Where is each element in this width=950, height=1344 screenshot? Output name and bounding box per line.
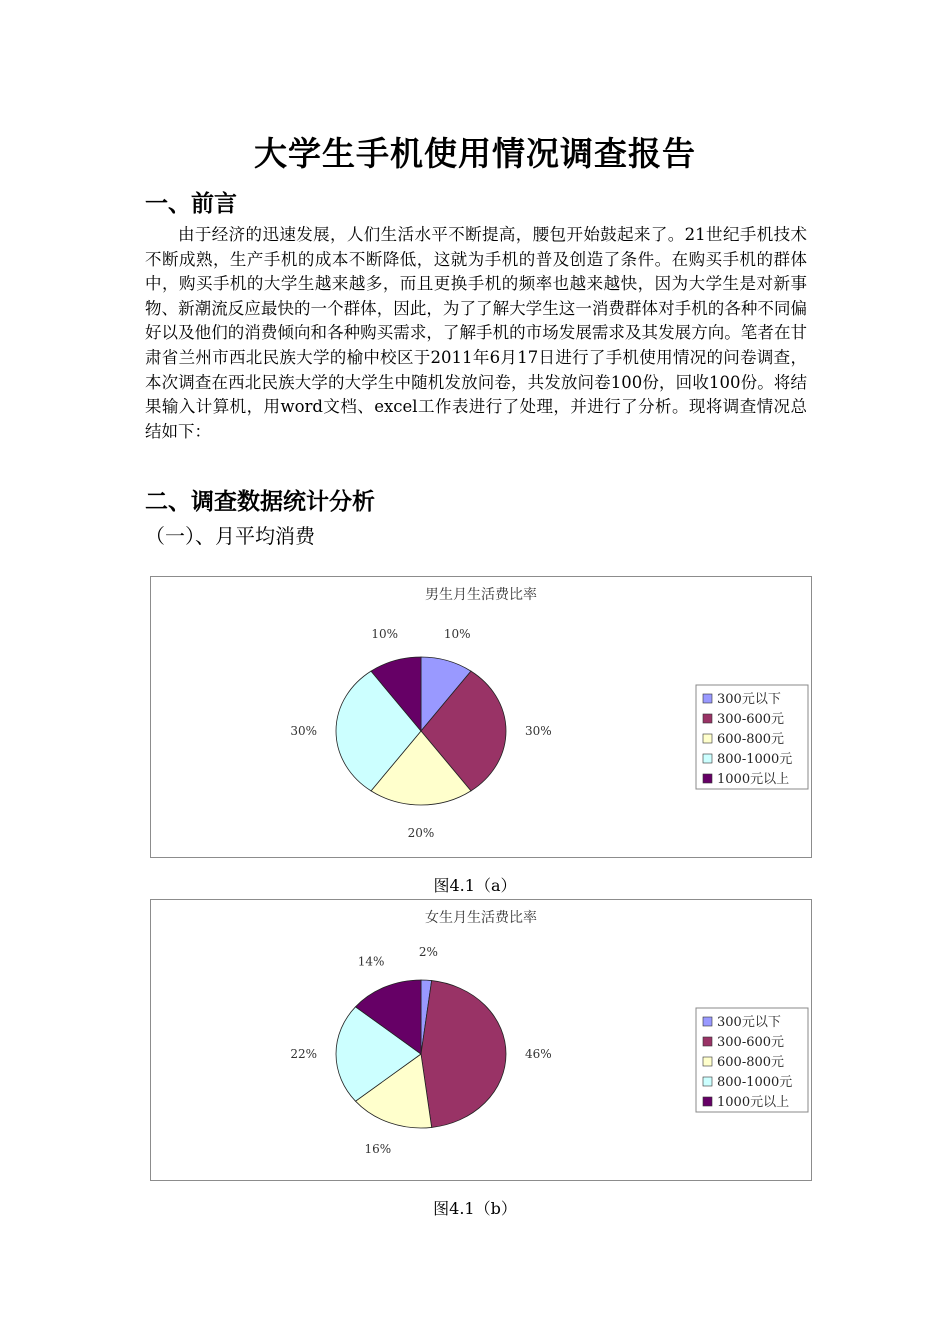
pie-data-label: 16% [364,1141,392,1156]
pie-data-label: 20% [407,826,435,841]
legend-entry: 300元以下 [717,692,781,707]
legend-entry: 300-600元 [717,1035,785,1050]
legend-swatch [703,1057,712,1066]
chart-title: 男生月生活费比率 [425,587,537,603]
section-heading-preface: 一、前言 [145,191,237,217]
legend-swatch [703,1017,712,1026]
subsection-heading-monthly-spending: （一）、月平均消费 [145,524,315,548]
document-title: 大学生手机使用情况调查报告 [254,134,696,173]
legend-swatch [703,714,712,723]
legend-swatch [703,774,712,783]
legend-entry: 300-600元 [717,712,785,727]
legend-entry: 800-1000元 [717,1075,793,1090]
chart-male-living-expenses [150,576,812,858]
pie-chart-female [151,900,811,1180]
pie-slice [421,981,506,1128]
pie-data-label: 46% [524,1047,552,1061]
figure-caption-b: 图4.1（b） [433,1199,517,1218]
legend-entry: 600-800元 [717,1055,785,1070]
legend-swatch [703,1077,712,1086]
pie-data-label: 10% [371,626,399,641]
chart-title: 女生月生活费比率 [425,910,537,926]
legend-entry: 600-800元 [717,732,785,747]
legend-entry: 1000元以上 [717,772,790,787]
pie-chart-male [151,577,811,857]
legend-swatch [703,734,712,743]
pie-data-label: 2% [418,945,438,960]
legend-swatch [703,1037,712,1046]
legend-entry: 300元以下 [717,1015,781,1030]
legend-swatch [703,694,712,703]
legend-swatch [703,1097,712,1106]
section-heading-analysis: 二、调查数据统计分析 [145,489,375,515]
legend-entry: 800-1000元 [717,752,793,767]
pie-data-label: 22% [290,1047,318,1061]
preface-paragraph: 由于经济的迅速发展，人们生活水平不断提高，腰包开始鼓起来了。21世纪手机技术不断成熟，生产手机的成本不断降低，这就为手机的普及创造了条件。在购买手机的群体中，购买手机的大学生越来越多，而且更换手机的频率也越来越快，因为大学生是对新事物、新潮流反应最快的一个群体，因此，为了了解大学生这一消费群体对手机的各种不同偏好以及他们的消费倾向和各种购买需求，了解手机的市场发展需求及其发展方向。笔者在甘肃省兰州市西北民族大学的榆中校区于2011年6月17日进行了手机使用情况的问卷调查，本次调查在西北民族大学的大学生中随机发放问卷，共发放问卷100份，回收100份。将结果输入计算机，用word文档、excel工作表进行了处理，并进行了分析。现将调查情况总结如下： [145,225,807,441]
pie-data-label: 30% [290,724,318,738]
pie-data-label: 30% [524,724,552,738]
chart-female-living-expenses [150,899,812,1181]
pie-data-label: 14% [357,954,385,969]
figure-caption-a: 图4.1（a） [433,876,517,895]
legend-swatch [703,754,712,763]
legend-entry: 1000元以上 [717,1095,790,1110]
pie-data-label: 10% [443,626,471,641]
